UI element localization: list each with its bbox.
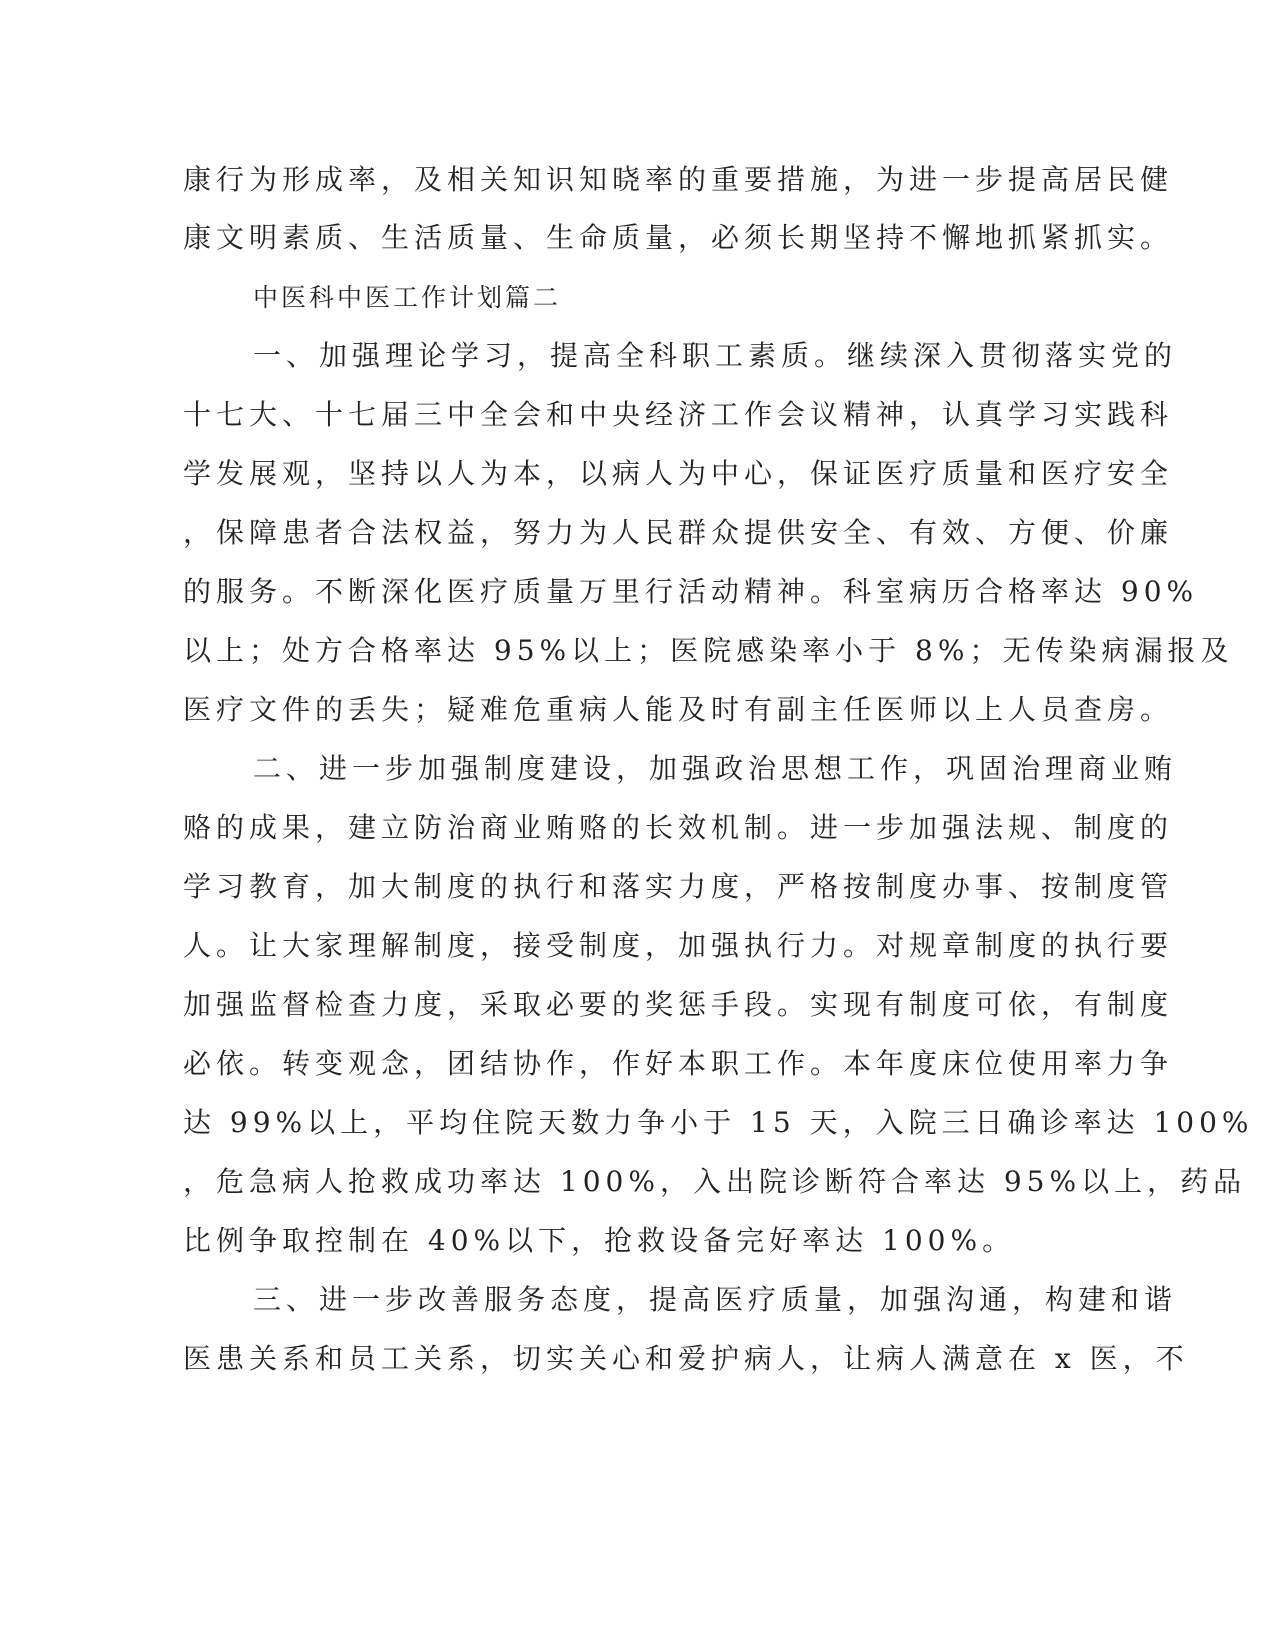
paragraph-line: 医疗文件的丢失；疑难危重病人能及时有副主任医师以上人员查房。	[183, 693, 1174, 726]
paragraph-line: 康文明素质、生活质量、生命质量，必须长期坚持不懈地抓紧抓实。	[183, 221, 1174, 254]
paragraph-line: 十七大、十七届三中全会和中央经济工作会议精神，认真学习实践科	[183, 398, 1174, 431]
paragraph-line: 学习教育，加大制度的执行和落实力度，严格按制度办事、按制度管	[183, 870, 1174, 903]
paragraph-line: 人。让大家理解制度，接受制度，加强执行力。对规章制度的执行要	[183, 929, 1174, 962]
paragraph-line: 加强监督检查力度，采取必要的奖惩手段。实现有制度可依，有制度	[183, 988, 1174, 1021]
paragraph-line: 必依。转变观念，团结协作，作好本职工作。本年度床位使用率力争	[183, 1047, 1174, 1080]
paragraph-line: 的服务。不断深化医疗质量万里行活动精神。科室病历合格率达 90%	[183, 575, 1199, 608]
paragraph-line: 以上；处方合格率达 95%以上；医院感染率小于 8%；无传染病漏报及	[183, 634, 1234, 667]
paragraph-line: 一、加强理论学习，提高全科职工素质。继续深入贯彻落实党的	[253, 339, 1178, 372]
paragraph-line: 学发展观，坚持以人为本，以病人为中心，保证医疗质量和医疗安全	[183, 457, 1174, 490]
section-heading: 中医科中医工作计划篇二	[253, 283, 562, 312]
paragraph-line: 比例争取控制在 40%以下，抢救设备完好率达 100%。	[183, 1224, 1016, 1257]
paragraph-line: ，危急病人抢救成功率达 100%，入出院诊断符合率达 95%以上，药品	[183, 1165, 1247, 1198]
paragraph-line: 达 99%以上，平均住院天数力争小于 15 天，入院三日确诊率达 100%	[183, 1106, 1254, 1139]
paragraph-line: 二、进一步加强制度建设，加强政治思想工作，巩固治理商业贿	[253, 752, 1178, 785]
paragraph-line: 康行为形成率，及相关知识知晓率的重要措施，为进一步提高居民健	[183, 163, 1174, 196]
paragraph-line: 赂的成果，建立防治商业贿赂的长效机制。进一步加强法规、制度的	[183, 811, 1174, 844]
paragraph-line: 三、进一步改善服务态度，提高医疗质量，加强沟通，构建和谐	[253, 1283, 1178, 1316]
paragraph-line: ，保障患者合法权益，努力为人民群众提供安全、有效、方便、价廉	[183, 516, 1174, 549]
paragraph-line: 医患关系和员工关系，切实关心和爱护病人，让病人满意在 x 医，不	[183, 1342, 1189, 1375]
